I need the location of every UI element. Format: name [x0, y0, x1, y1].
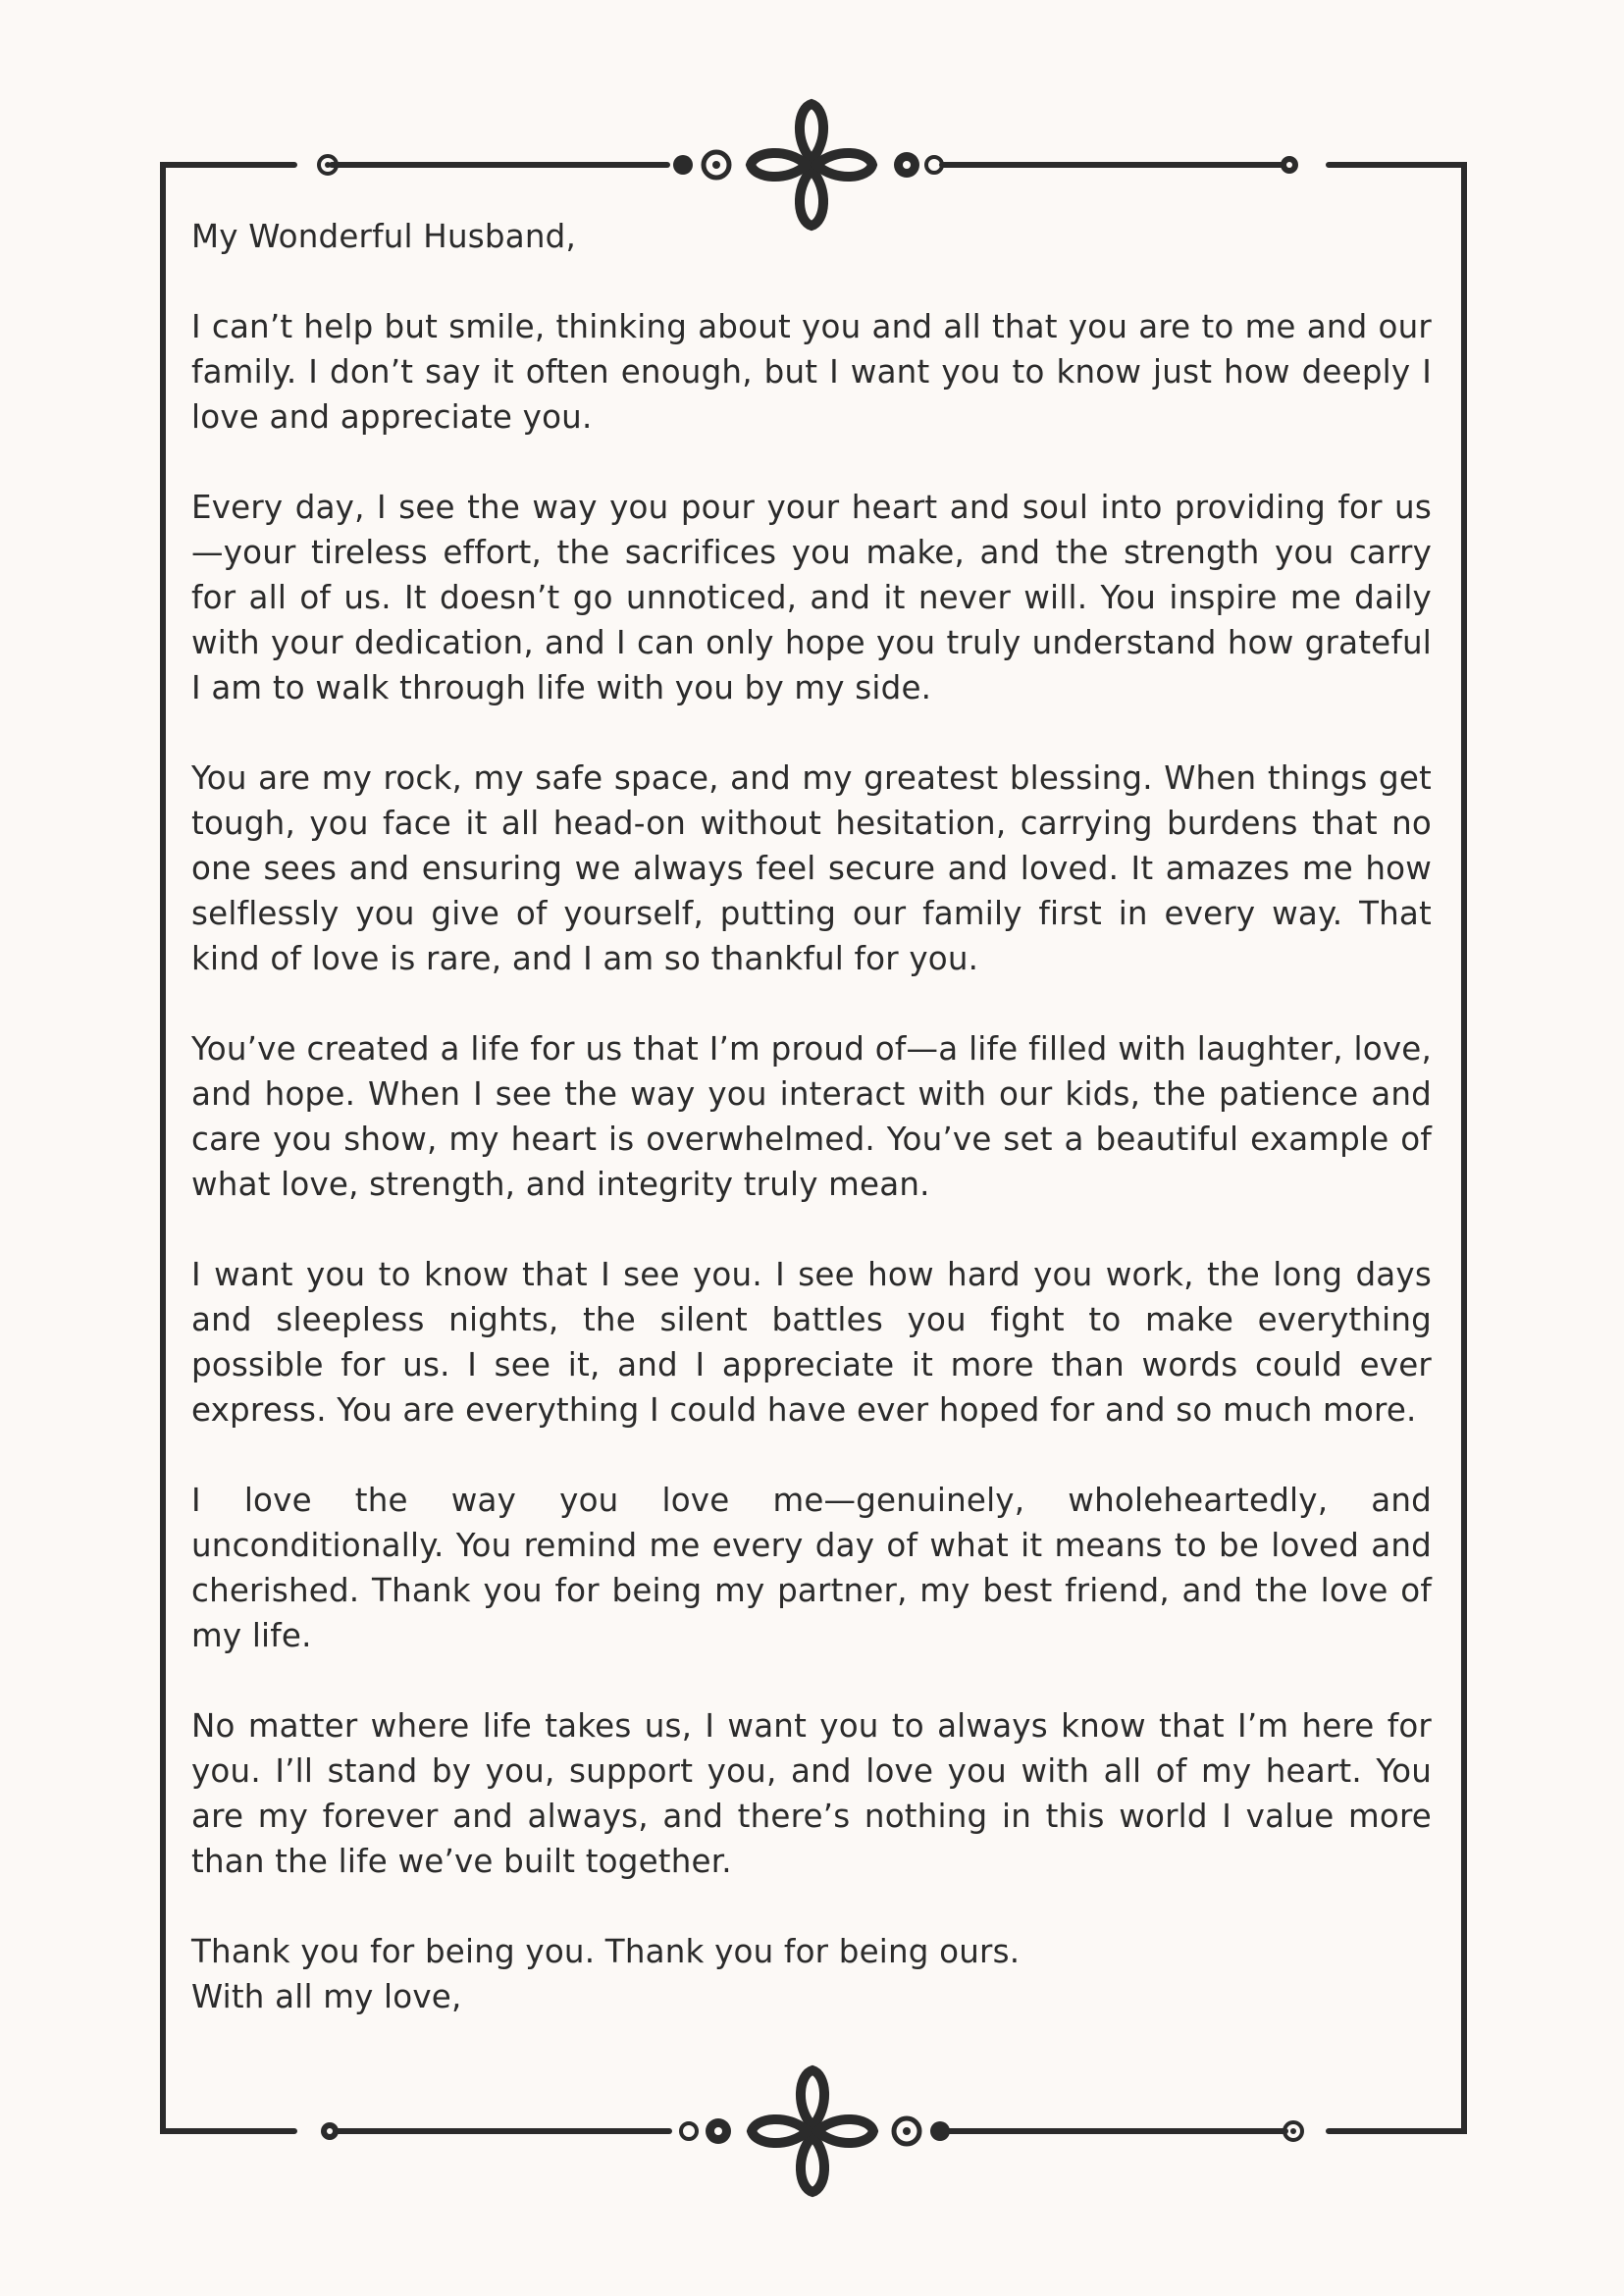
paragraph-7: No matter where life takes us, I want you to always know that I’m here for you. I’ll stand by you, support you, and love you with all of my heart. You are my forever and always, and there’s nothing in this world I value more than the life we’ve built together.	[191, 1707, 1432, 1880]
letter-body	[191, 214, 1432, 2019]
closing-signoff: With all my love,	[191, 1978, 462, 2015]
paragraph-3: You are my rock, my safe space, and my greatest blessing. When things get tough, you face it all head-on without hesitation, carrying burdens that no one sees and ensuring we always feel secure and loved. It amazes me how selflessly you give of yourself, putting our family first in every way. That kind of love is rare, and I am so thankful for you.	[191, 759, 1432, 977]
paragraph-5: I want you to know that I see you. I see how hard you work, the long days and sleepless nights, the silent battles you fight to make everything possible for us. I see it, and I appreciate it more than words could ever express. You are everything I could have ever hoped for and so much more.	[191, 1256, 1432, 1429]
closing-thanks: Thank you for being you. Thank you for being ours.	[191, 1933, 1021, 1970]
paragraph-4: You’ve created a life for us that I’m proud of—a life filled with laughter, love, and hope. When I see the way you interact with our kids, the patience and care you show, my heart is overwhelmed. You’ve set a beautiful example of what love, strength, and integrity truly mean.	[191, 1030, 1432, 1203]
paragraph-6: I love the way you love me—genuinely, wholeheartedly, and unconditionally. You remind me every day of what it means to be loved and cherished. Thank you for being my partner, my best friend, and the love of my life.	[191, 1482, 1432, 1654]
paragraph-1: I can’t help but smile, thinking about you and all that you are to me and our family. I don’t say it often enough, but I want you to know just how deeply I love and appreciate you.	[191, 308, 1432, 436]
paragraph-2: Every day, I see the way you pour your heart and soul into providing for us—your tireless effort, the sacrifices you make, and the strength you carry for all of us. It doesn’t go unnoticed, and it never will. You inspire me daily with your dedication, and I can only hope you truly understand how grateful I am to walk through life with you by my side.	[191, 489, 1432, 706]
salutation: My Wonderful Husband,	[191, 218, 576, 255]
